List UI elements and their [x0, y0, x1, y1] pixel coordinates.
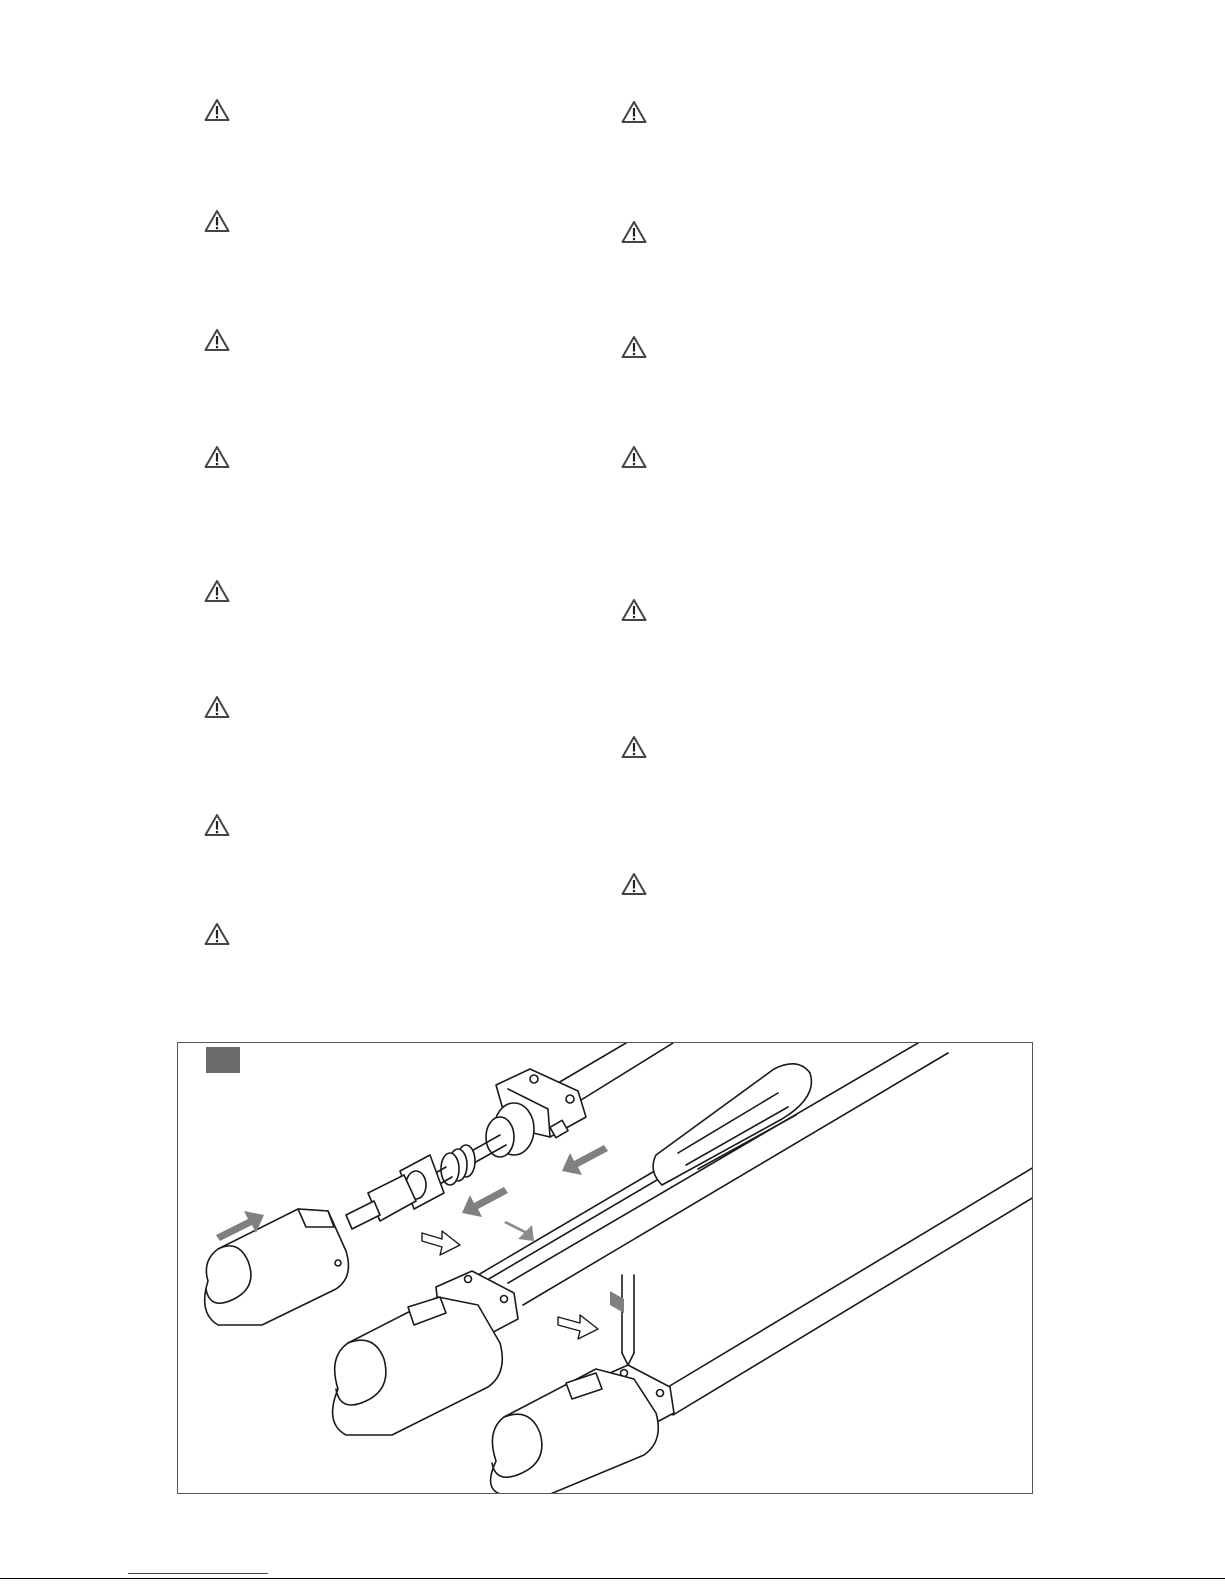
push-arrow-plug: [462, 1187, 508, 1217]
bottom-tube-edge-upper: [658, 1167, 1033, 1393]
warning-icon-right-1: [621, 100, 647, 124]
push-arrow-top-clamp: [562, 1145, 608, 1175]
warning-icon-left-5: [204, 579, 230, 603]
warning-icon-left-6: [204, 695, 230, 719]
middle-tube-edge-lower: [523, 1053, 948, 1305]
move-arrow-bottom: [558, 1315, 598, 1339]
warning-icon-right-7: [621, 872, 647, 896]
assembly-illustration: [178, 1043, 1033, 1494]
warning-icon-left-2: [204, 209, 230, 233]
rotate-arrow-screwdriver: [504, 1221, 534, 1241]
warning-icon-left-1: [204, 98, 230, 122]
warning-icon-left-3: [204, 328, 230, 352]
warning-icon-right-2: [621, 220, 647, 244]
screwdriver-handle: [653, 1064, 811, 1185]
top-tube-edge-upper: [558, 1043, 626, 1083]
plug-blade: [346, 1201, 380, 1229]
top-tube-edge-lower: [573, 1043, 673, 1105]
threaded-collar-front: [486, 1117, 514, 1157]
footer-rule: [0, 1578, 1225, 1579]
move-arrow-middle: [422, 1231, 460, 1255]
warning-icon-left-7: [204, 813, 230, 837]
warning-icon-right-6: [621, 735, 647, 759]
bottom-tube-edge-lower: [673, 1197, 1033, 1415]
screwdriver-shaft-lower: [482, 1177, 662, 1283]
warning-icon-right-3: [621, 335, 647, 359]
warning-icon-right-4: [621, 445, 647, 469]
footer-link-underline: [128, 1573, 268, 1574]
warning-icon-right-5: [621, 598, 647, 622]
assembly-figure: [177, 1042, 1033, 1494]
warning-icon-left-8: [204, 922, 230, 946]
warning-icon-left-4: [204, 445, 230, 469]
